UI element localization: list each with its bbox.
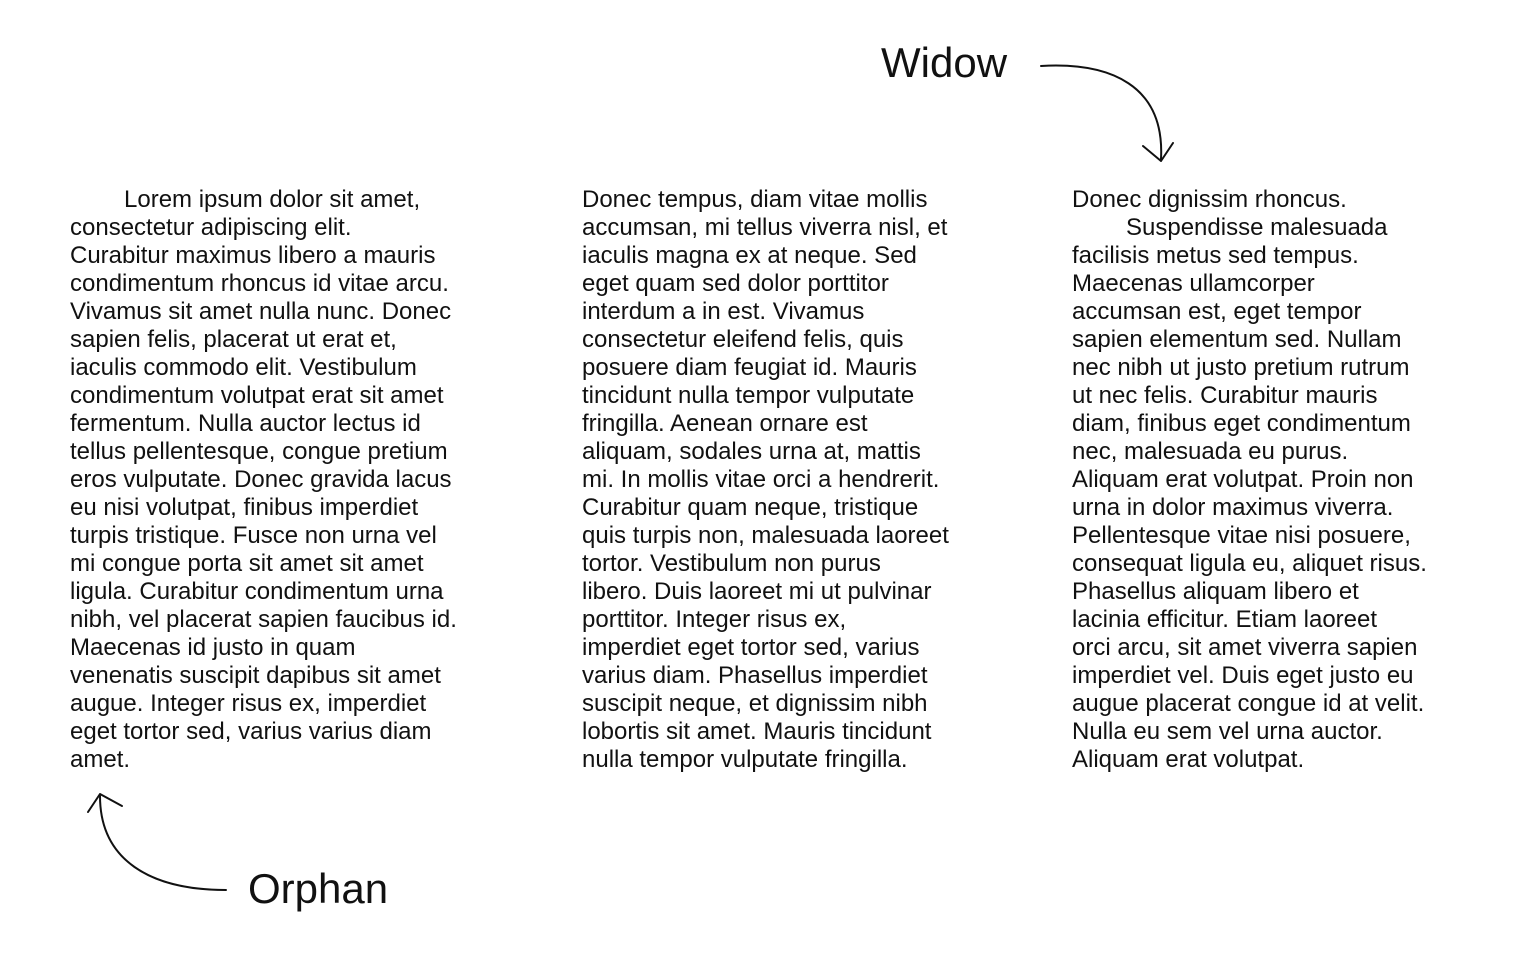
text-line: orci arcu, sit amet viverra sapien: [1072, 634, 1418, 661]
text-line: varius diam. Phasellus imperdiet: [582, 662, 928, 689]
text-line: Curabitur quam neque, tristique: [582, 494, 919, 521]
text-line: ligula. Curabitur condimentum urna: [70, 578, 444, 605]
text-line: posuere diam feugiat id. Mauris: [582, 354, 917, 381]
text-line: Curabitur maximus libero a mauris: [70, 242, 436, 269]
widow-arrow-icon: [1041, 66, 1173, 161]
text-line: lobortis sit amet. Mauris tincidunt: [582, 718, 932, 745]
orphan-line: amet.: [70, 746, 131, 773]
text-line: Nulla eu sem vel urna auctor.: [1072, 718, 1383, 745]
text-line: eu nisi volutpat, finibus imperdiet: [70, 494, 419, 521]
widow-label: Widow: [881, 39, 1008, 86]
text-line: fringilla. Aenean ornare est: [582, 410, 868, 437]
text-line: porttitor. Integer risus ex,: [582, 606, 847, 633]
text-line: eget quam sed dolor porttitor: [582, 270, 889, 297]
text-column-3: [1072, 186, 1427, 774]
text-line: diam, finibus eget condimentum: [1072, 410, 1411, 437]
text-line: imperdiet eget tortor sed, varius: [582, 634, 920, 661]
text-line: condimentum rhoncus id vitae arcu.: [70, 270, 449, 297]
text-line: iaculis commodo elit. Vestibulum: [70, 354, 417, 381]
text-line: lacinia efficitur. Etiam laoreet: [1072, 606, 1378, 633]
text-line: suscipit neque, et dignissim nibh: [582, 690, 928, 717]
text-line: urna in dolor maximus viverra.: [1072, 494, 1394, 521]
text-line: consequat ligula eu, aliquet risus.: [1072, 550, 1427, 577]
text-line: Aliquam erat volutpat. Proin non: [1072, 466, 1414, 493]
text-column-1: [70, 186, 457, 774]
orphan-arrow-icon: [88, 794, 226, 890]
text-line: turpis tristique. Fusce non urna vel: [70, 522, 437, 549]
text-line: libero. Duis laoreet mi ut pulvinar: [582, 578, 932, 605]
text-line: consectetur adipiscing elit.: [70, 214, 352, 241]
text-line: tincidunt nulla tempor vulputate: [582, 382, 915, 409]
text-line: Suspendisse malesuada: [1126, 214, 1388, 241]
text-line: sapien felis, placerat ut erat et,: [70, 326, 397, 353]
text-line: mi. In mollis vitae orci a hendrerit.: [582, 466, 940, 493]
text-line: Lorem ipsum dolor sit amet,: [124, 186, 421, 213]
text-line: eget tortor sed, varius varius diam: [70, 718, 432, 745]
text-line: interdum a in est. Vivamus: [582, 298, 865, 325]
text-line: Pellentesque vitae nisi posuere,: [1072, 522, 1411, 549]
orphan-label: Orphan: [248, 865, 389, 912]
text-line: quis turpis non, malesuada laoreet: [582, 522, 949, 549]
text-line: sapien elementum sed. Nullam: [1072, 326, 1402, 353]
text-line: accumsan, mi tellus viverra nisl, et: [582, 214, 948, 241]
text-line: imperdiet vel. Duis eget justo eu: [1072, 662, 1414, 689]
text-line: tortor. Vestibulum non purus: [582, 550, 881, 577]
text-line: nec nibh ut justo pretium rutrum: [1072, 354, 1410, 381]
text-line: consectetur eleifend felis, quis: [582, 326, 904, 353]
text-line: augue placerat congue id at velit.: [1072, 690, 1425, 717]
text-line: Donec tempus, diam vitae mollis: [582, 186, 928, 213]
text-line: nulla tempor vulputate fringilla.: [582, 746, 908, 773]
text-line: iaculis magna ex at neque. Sed: [582, 242, 917, 269]
text-line: Maecenas ullamcorper: [1072, 270, 1315, 297]
text-line: Aliquam erat volutpat.: [1072, 746, 1305, 773]
text-line: augue. Integer risus ex, imperdiet: [70, 690, 427, 717]
text-line: eros vulputate. Donec gravida lacus: [70, 466, 452, 493]
text-line: facilisis metus sed tempus.: [1072, 242, 1359, 269]
text-line: accumsan est, eget tempor: [1072, 298, 1362, 325]
text-line: nec, malesuada eu purus.: [1072, 438, 1349, 465]
text-line: aliquam, sodales urna at, mattis: [582, 438, 921, 465]
text-line: mi congue porta sit amet sit amet: [70, 550, 424, 577]
text-line: Phasellus aliquam libero et: [1072, 578, 1359, 605]
text-line: fermentum. Nulla auctor lectus id: [70, 410, 421, 437]
text-column-2: [582, 186, 949, 774]
widow-line: Donec dignissim rhoncus.: [1072, 186, 1347, 213]
text-line: venenatis suscipit dapibus sit amet: [70, 662, 441, 689]
text-line: ut nec felis. Curabitur mauris: [1072, 382, 1378, 409]
text-line: Maecenas id justo in quam: [70, 634, 356, 661]
text-line: condimentum volutpat erat sit amet: [70, 382, 444, 409]
text-line: tellus pellentesque, congue pretium: [70, 438, 448, 465]
text-line: nibh, vel placerat sapien faucibus id.: [70, 606, 457, 633]
text-line: Vivamus sit amet nulla nunc. Donec: [70, 298, 452, 325]
